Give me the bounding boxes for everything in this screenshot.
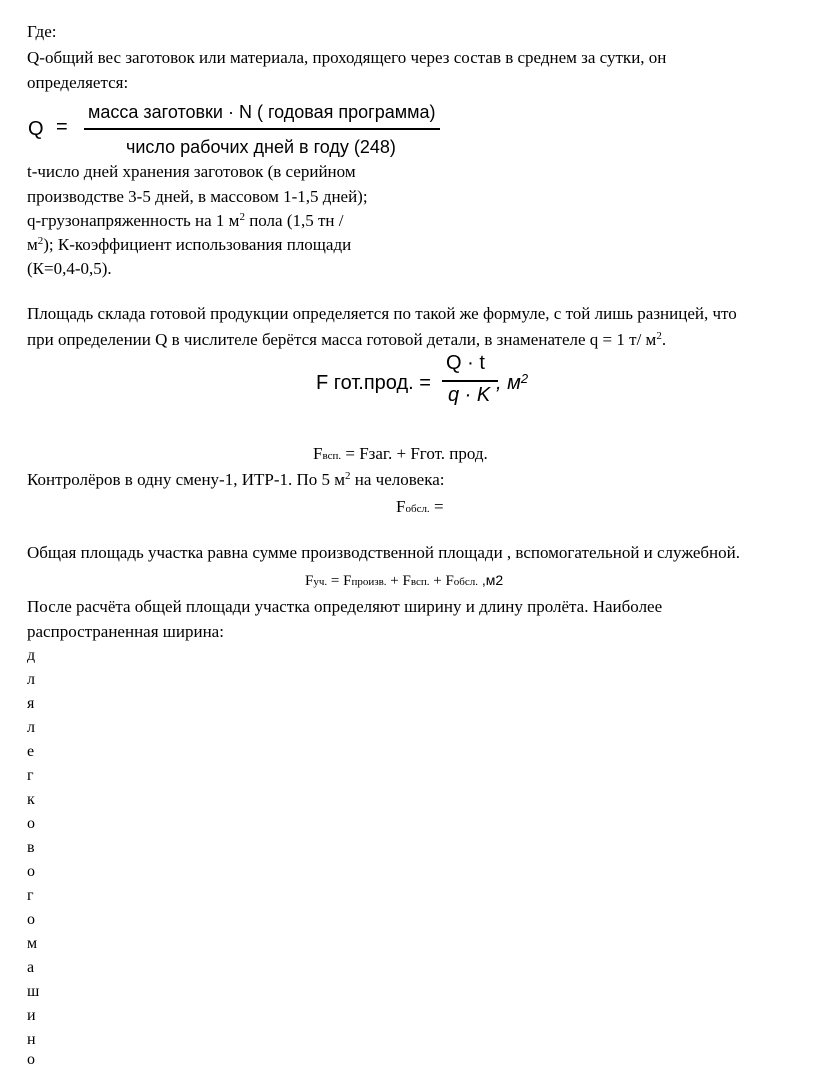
aux-area-formula: Fвсп. = Fзаг. + Fгот. прод.: [313, 444, 488, 463]
total-area-line: Общая площадь участка равна сумме производственной площади , вспомогательной и служебной.: [27, 543, 740, 562]
q-load-definition: q-грузонапряженность на 1 $м^2$ пола (1,5 тн /: [27, 211, 344, 230]
letter: в: [27, 839, 35, 856]
letter: я: [27, 695, 35, 712]
letter: г: [27, 887, 34, 904]
letter: м: [27, 935, 38, 952]
formula-q-eq: =: [56, 116, 68, 138]
letter: ш: [27, 983, 40, 1000]
letter: л: [27, 671, 35, 688]
formula-q-fraction-bar: [84, 128, 440, 130]
formula-q-numerator: масса заготовки · N ( годовая программа): [88, 102, 436, 122]
where-label: Где:: [27, 22, 57, 41]
service-area-formula: Fобсл. =: [396, 497, 444, 516]
letter: л: [27, 719, 35, 736]
staff-line: Контролёров в одну смену-1, ИТР-1. По 5 $м^2$ на человека:: [27, 470, 445, 489]
letter: а: [27, 959, 35, 976]
formula-q-denominator: число рабочих дней в году (248): [126, 137, 396, 157]
letter: о: [27, 815, 35, 832]
finished-warehouse-line2: при определении Q в числителе берётся масса готовой детали, в знаменателе q = 1 т/ $м^2$.: [27, 330, 667, 349]
formula-q-lhs: Q: [28, 118, 44, 140]
formula-f-numerator: Q · t: [446, 352, 485, 374]
letter: н: [27, 1031, 36, 1048]
formula-f-fraction-bar: [442, 380, 498, 382]
letter: г: [27, 767, 34, 784]
letter: д: [27, 647, 36, 664]
letter: е: [27, 743, 35, 760]
formula-f-denominator: q · K: [448, 384, 491, 406]
k-range: (К=0,4-0,5).: [27, 259, 112, 278]
letter: о: [27, 1051, 35, 1068]
letter: о: [27, 911, 35, 928]
span-line1: После расчёта общей площади участка определяют ширину и длину пролёта. Наиболее: [27, 597, 663, 616]
total-area-formula: Fуч. = Fпроизв. + Fвсп. + Fобсл. ,м2: [305, 572, 504, 589]
letter: к: [27, 791, 35, 808]
q-definition-line1: Q-общий вес заготовок или материала, проходящего через состав в среднем за сутки, он: [27, 48, 667, 67]
formula-f-unit: , $м^2$: [496, 371, 529, 394]
formula-f-lhs: F гот.прод. =: [316, 372, 431, 394]
letter: о: [27, 863, 35, 880]
t-definition-line2: производстве 3-5 дней, в массовом 1-1,5 дней);: [27, 187, 368, 206]
t-definition-line1: t-число дней хранения заготовок (в серийном: [27, 162, 356, 181]
q-definition-line2: определяется:: [27, 73, 129, 92]
finished-warehouse-line1: Площадь склада готовой продукции определяется по такой же формуле, с той лишь разницей, что: [27, 304, 737, 323]
k-definition: $м^2$); К-коэффициент использования площади: [27, 235, 352, 254]
letter: и: [27, 1007, 36, 1024]
span-line2: распространенная ширина:: [27, 622, 224, 641]
